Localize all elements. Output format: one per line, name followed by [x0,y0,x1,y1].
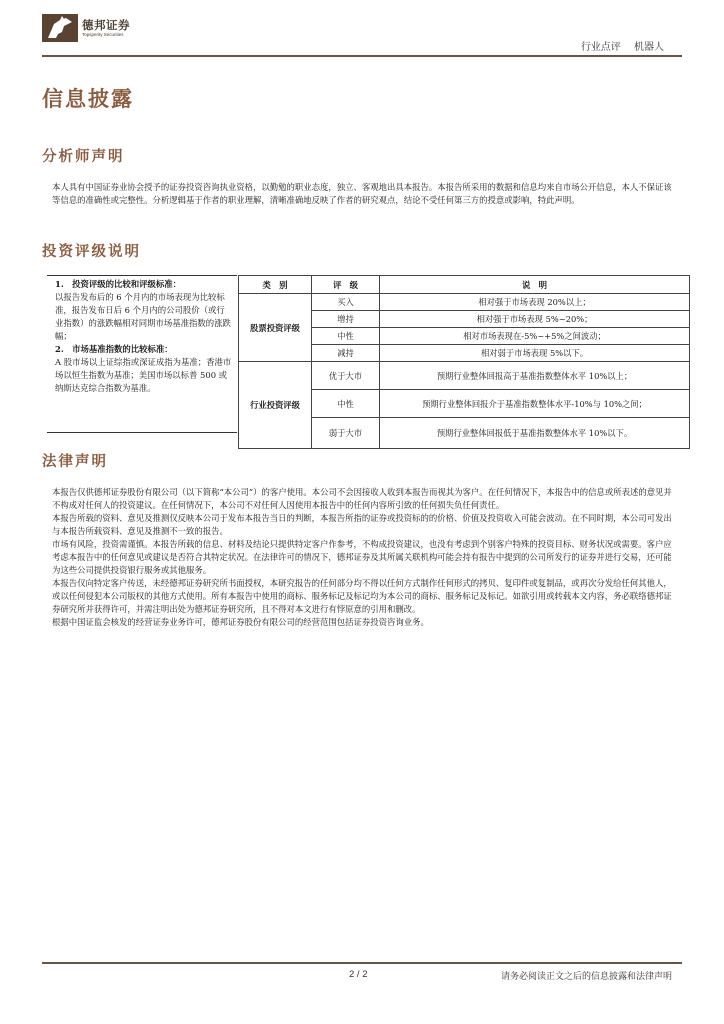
rating-criteria [47,275,237,433]
header-category: 类 别 [239,276,312,294]
rating-section-title: 投资评级说明 [42,243,141,260]
rating-level: 弱于大市 [312,418,380,449]
legal-paragraph: 根据中国证监会核发的经营证券业务许可，德邦证券股份有限公司的经营范围包括证券投资咨询业务。 [52,617,429,627]
rating-description: 相对强于市场表现 5%~20%； [380,311,690,328]
rating-level: 中性 [312,390,380,418]
legal-paragraph: 本报告所载的资料、意见及推测仅反映本公司于发布本报告当日的判断，本报告所指的证券或投资标的的价格、价值及投资收入可能会波动。在不同时期，本公司可发出与本报告所载资料、意见及推测不一致的报告。 [52,513,672,536]
analyst-statement [52,181,677,207]
table-row [239,362,690,390]
legal-paragraph: 本报告仅向特定客户传送，未经德邦证券研究所书面授权，本研究报告的任何部分均不得以任何方式制作任何形式的拷贝、复印件或复制品，或再次分发给任何其他人，或以任何侵犯本公司版权的其他方式使用。所有本报告中使用的商标、服务标记及标记均为本公司的商标、服务标记及标记。如欲引用或转载本文内容，务必联络德邦证券研究所并获得许可，并需注明出处为德邦证券研究所，且不得对本文进行有悖原意的引用和删改。 [52,578,672,614]
logo-name-en: Topsperity Securities [82,31,124,37]
report-category: 行业点评 [580,42,621,53]
rating-level: 增持 [312,311,380,328]
criteria-heading-1: 1. 投资评级的比较和评级标准： [55,279,181,289]
rating-description: 相对强于市场表现 20%以上； [380,294,690,311]
legal-paragraph: 市场有风险，投资需谨慎。本报告所载的信息、材料及结论只提供特定客户作参考，不构成投资建议，也没有考虑到个别客户特殊的投资目标、财务状况或需要。客户应考虑本报告中的任何意见或建议是否符合其特定状况。在法律许可的情况下，德邦证券及其所属关联机构可能会持有报告中提到的公司所发行的证券并进行交易，还可能为这些公司提供投资银行服务或其他服务。 [52,539,672,575]
footer-note: 请务必阅读正文之后的信息披露和法律声明 [500,972,672,982]
criteria-text-2: A 股市场以上证综指或深证成指为基准；香港市场以恒生指数为基准；美国市场以标普 500 或纳斯达克综合指数为基准。 [55,357,232,393]
page-number: 2 / 2 [349,969,368,980]
header-tags [581,38,664,53]
header-level: 评 级 [312,276,380,294]
stock-rating-category: 股票投资评级 [239,294,312,362]
rating-explanation [47,275,690,438]
rating-level: 优于大市 [312,362,380,390]
analyst-section-title: 分析师声明 [42,148,125,165]
horse-logo-icon [42,14,78,42]
rating-level: 买入 [312,294,380,311]
rating-table [238,275,690,449]
legal-paragraph: 本报告仅供德邦证券股份有限公司（以下简称“本公司”）的客户使用。本公司不会因接收人收到本报告而视其为客户。在任何情况下，本报告中的信息或所表述的意见并不构成对任何人的投资建议。在任何情况下，本公司不对任何人因使用本报告中的任何内容所引致的任何损失负任何责任。 [52,487,672,510]
industry-rating-category: 行业投资评级 [239,362,312,449]
header-divider [42,55,682,57]
footer-divider [42,962,682,964]
logo-name-cn: 德邦证券 [82,17,130,32]
page-title: 信息披露 [42,86,134,111]
analyst-paragraph: 本人具有中国证券业协会授予的证券投资咨询执业资格，以勤勉的职业态度，独立、客观地出具本报告。本报告所采用的数据和信息均来自市场公开信息，本人不保证该等信息的准确性或完整性。分析逻辑基于作者的职业理解，清晰准确地反映了作者的研究观点，结论不受任何第三方的授意或影响，特此声明。 [52,182,672,205]
rating-description: 相对弱于市场表现 5%以下。 [380,345,690,362]
company-logo [42,14,130,42]
criteria-text-1: 以报告发布后的 6 个月内的市场表现为比较标准，报告发布日后 6 个月内的公司股价（或行业指数）的涨跌幅相对同期市场基准指数的涨跌幅； [55,292,231,341]
legal-statement [52,486,678,629]
rating-description: 预期行业整体回报介于基准指数整体水平-10%与 10%之间； [380,390,690,418]
rating-description: 预期行业整体回报高于基准指数整体水平 10%以上； [380,362,690,390]
criteria-heading-2: 2. 市场基准指数的比较标准： [55,344,173,354]
rating-level: 中性 [312,328,380,345]
table-row [239,294,690,311]
rating-description: 相对市场表现在-5%~+5%之间波动； [380,328,690,345]
rating-level: 减持 [312,345,380,362]
legal-section-title: 法律声明 [42,453,108,470]
industry-name: 机器人 [634,42,664,53]
table-header-row [239,276,690,294]
header-description: 说 明 [380,276,690,294]
rating-description: 预期行业整体回报低于基准指数整体水平 10%以下。 [380,418,690,449]
